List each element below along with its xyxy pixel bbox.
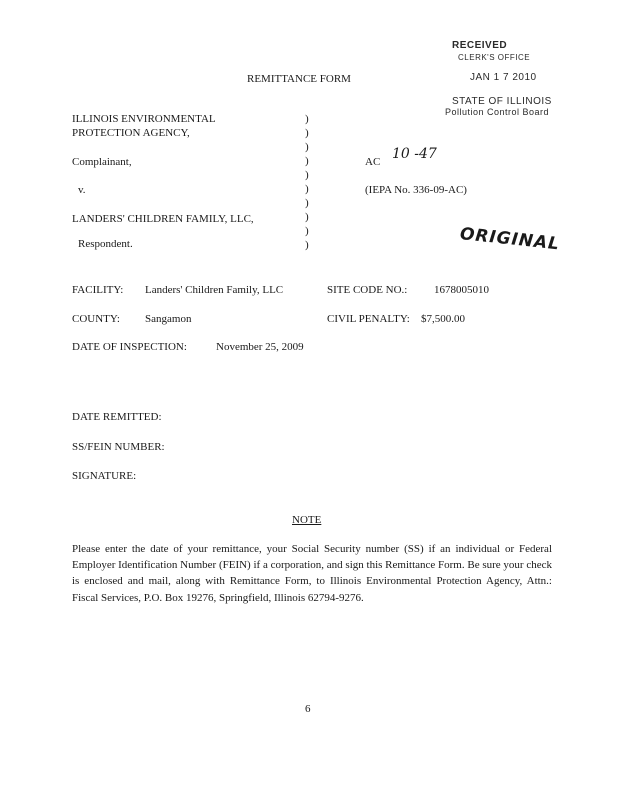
received-stamp-title: RECEIVED — [452, 40, 508, 51]
civil-penalty-value: $7,500.00 — [421, 313, 465, 325]
caption-bracket: ) — [305, 183, 309, 195]
caption-bracket: ) — [305, 239, 309, 251]
received-stamp-date: JAN 1 7 2010 — [470, 72, 537, 83]
inspection-date-value: November 25, 2009 — [216, 341, 304, 353]
caption-bracket: ) — [305, 155, 309, 167]
facility-value: Landers' Children Family, LLC — [145, 284, 284, 296]
civil-penalty-label: CIVIL PENALTY: — [327, 313, 410, 325]
versus-label: v. — [78, 184, 86, 196]
caption-bracket: ) — [305, 211, 309, 223]
note-title: NOTE — [292, 514, 322, 526]
plaintiff-name-line1: ILLINOIS ENVIRONMENTAL — [72, 113, 216, 125]
page-number: 6 — [305, 703, 311, 715]
caption-bracket: ) — [305, 225, 309, 237]
original-stamp: ORIGINAL — [458, 224, 561, 255]
received-stamp-office: CLERK'S OFFICE — [458, 53, 531, 62]
facility-label: FACILITY: — [72, 284, 124, 296]
plaintiff-name-line2: PROTECTION AGENCY, — [72, 127, 190, 139]
ss-fein-label: SS/FEIN NUMBER: — [72, 441, 165, 453]
complainant-label: Complainant, — [72, 156, 132, 168]
form-title: REMITTANCE FORM — [247, 73, 351, 85]
received-stamp-board: Pollution Control Board — [445, 107, 550, 117]
county-value: Sangamon — [145, 313, 192, 325]
defendant-name: LANDERS' CHILDREN FAMILY, LLC, — [72, 213, 254, 225]
inspection-date-label: DATE OF INSPECTION: — [72, 341, 187, 353]
iepa-number: (IEPA No. 336-09-AC) — [365, 184, 467, 196]
respondent-label: Respondent. — [78, 238, 133, 250]
site-code-label: SITE CODE NO.: — [327, 284, 408, 296]
caption-bracket: ) — [305, 113, 309, 125]
note-body: Please enter the date of your remittance, your Social Security number (SS) if an individual or Federal Employer Identification Number (FEIN) if a corporation, and sign this Remittance Form. Be sure your check is enclosed and mail, along with Remittance Form, to Illinois Environmental Protection Agency, Attn.: Fiscal Services, P.O. Box 19276, Springfield, Illinois 62794-9276. — [72, 543, 552, 604]
county-label: COUNTY: — [72, 313, 120, 325]
ac-label: AC — [365, 156, 381, 168]
date-remitted-label: DATE REMITTED: — [72, 411, 162, 423]
caption-bracket: ) — [305, 127, 309, 139]
caption-bracket: ) — [305, 197, 309, 209]
ac-handwritten-number: 10 -47 — [392, 146, 437, 162]
caption-bracket: ) — [305, 141, 309, 153]
caption-bracket: ) — [305, 169, 309, 181]
signature-label: SIGNATURE: — [72, 470, 137, 482]
received-stamp-state: STATE OF ILLINOIS — [452, 96, 552, 107]
site-code-value: 1678005010 — [434, 284, 489, 296]
